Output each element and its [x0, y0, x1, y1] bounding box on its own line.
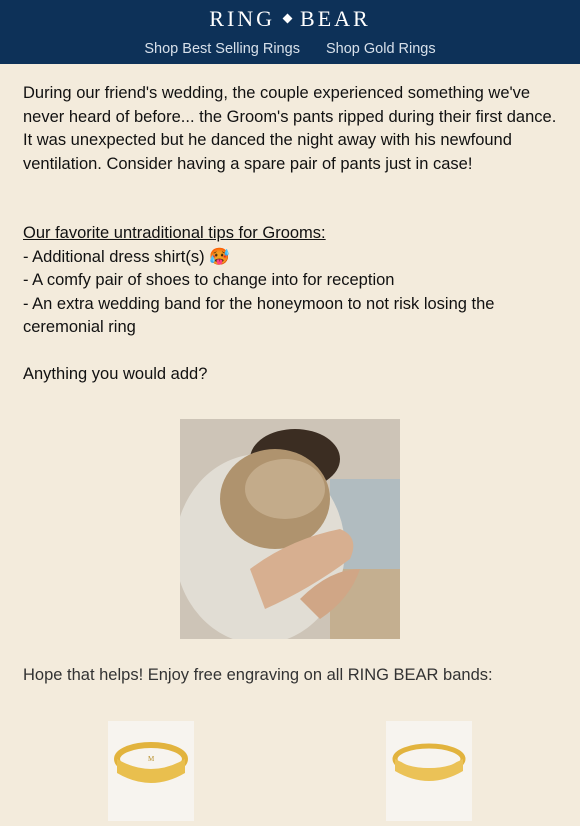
email-body	[0, 64, 580, 386]
ring-products	[0, 685, 580, 805]
question-text: Anything you would add?	[23, 364, 208, 383]
ring-product-card[interactable]	[386, 721, 472, 821]
brand-logo[interactable]	[0, 6, 580, 32]
shop-gold-rings-link[interactable]: Shop Gold Rings	[325, 41, 436, 57]
email-header	[0, 0, 580, 64]
shop-best-selling-link[interactable]: Shop Best Selling Rings	[144, 41, 300, 57]
photo-illustration	[180, 419, 400, 639]
tips-title: Our favorite untraditional tips for Grooms:	[23, 224, 326, 242]
tip-item: - An extra wedding band for the honeymoon to not risk losing the ceremonial ring	[23, 294, 495, 336]
gold-ring-image	[386, 721, 472, 821]
ring-product-card[interactable]	[108, 721, 194, 821]
gold-ring-image	[108, 721, 194, 821]
svg-text:M: M	[148, 755, 155, 763]
brand-name-left: RING	[209, 6, 276, 31]
closing-text: Hope that helps! Enjoy free engraving on all RING BEAR bands:	[23, 666, 493, 684]
intro-paragraph: During our friend's wedding, the couple experienced something we've never heard of before... the Groom's pants ripped during their first dance. It was unexpected but he danced the night away with his newfound ventilation. Consider having a spare pair of pants just in case!	[23, 84, 557, 173]
couple-hug-photo	[180, 419, 400, 639]
tip-item: - A comfy pair of shoes to change into for reception	[23, 271, 395, 289]
header-nav	[0, 41, 580, 57]
tip-item: - Additional dress shirt(s) 🥵	[23, 247, 230, 266]
diamond-icon	[283, 14, 293, 24]
brand-name-right: BEAR	[300, 6, 371, 31]
